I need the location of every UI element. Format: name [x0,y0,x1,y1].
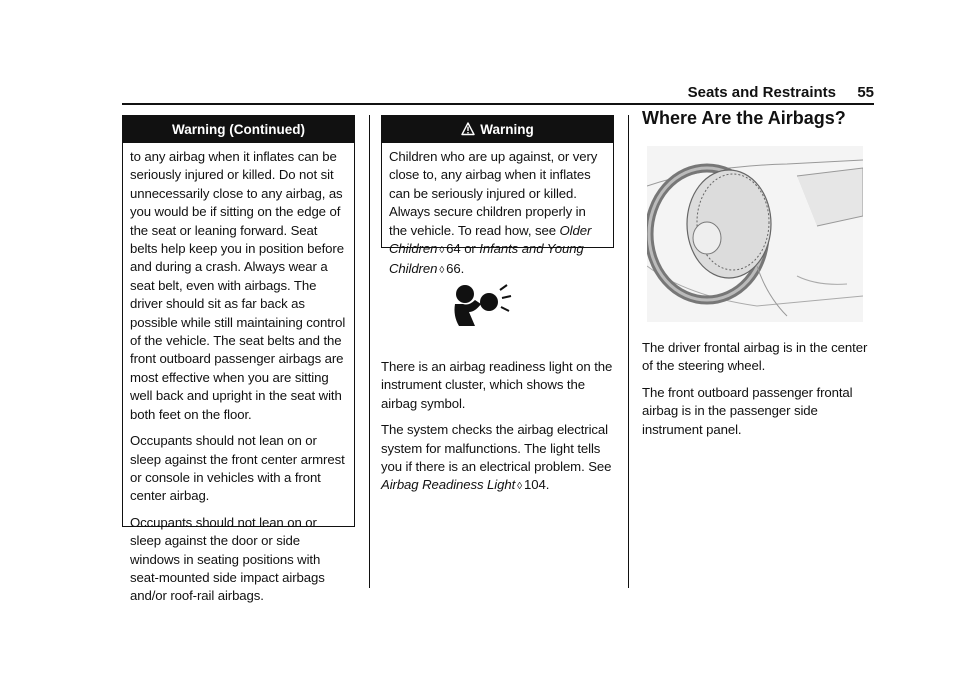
page-ref-arrow-icon: ◊ [439,245,445,257]
page-number: 55 [857,84,874,101]
warning-continued-paragraph-2: Occupants should not lean on or sleep against the front center armrest or console in vehicles with a front center airbag. [130,433,345,504]
warning-continued-title: Warning (Continued) [123,116,354,143]
text-period: . [545,477,550,493]
warning-children-title: Warning [480,122,534,137]
steering-wheel-airbag-illustration [647,146,863,322]
link-airbag-readiness-light[interactable]: Airbag Readiness Light [381,477,516,493]
text-or: or [460,241,480,257]
readiness-paragraph-2-main: The system checks the airbag electrical system for malfunctions. The light tells you if there is an electrical problem. See [381,422,612,475]
passenger-airbag-paragraph: The front outboard passenger frontal airbag is in the passenger side instrument panel. [642,384,853,437]
link-older-children[interactable]: Older Children [389,222,592,257]
column-divider-1 [369,115,370,588]
warning-children-text [389,148,606,281]
warning-children-box [381,115,614,277]
page-ref-arrow-icon: ◊ [439,265,445,277]
page-ref-arrow-icon: ◊ [517,481,523,493]
column-divider-2 [628,115,629,588]
airbag-location-text [642,339,874,447]
page-header-title: Seats and Restraints [687,84,836,101]
page-ref-66[interactable]: 66 [446,261,461,277]
readiness-paragraph-2 [381,421,617,497]
readiness-paragraph-1: There is an airbag readiness light on the instrument cluster, which shows the airbag symbol. [381,359,613,411]
readiness-text-block [381,358,617,505]
text-period: . [460,261,465,277]
link-infants-young-children[interactable]: Infants and Young Children [389,241,584,277]
page-ref-104[interactable]: 104 [524,477,546,493]
header-rule [122,103,874,105]
warning-triangle-icon [461,118,475,146]
warning-continued-paragraph-3: Occupants should not lean on or sleep against the door or side windows in seating positions with seat-mounted side impact airbags and/or roof-rail airbags. [130,514,325,604]
driver-airbag-paragraph: The driver frontal airbag is in the center of the steering wheel. [642,340,868,374]
warning-children-header [382,116,613,143]
warning-continued-box [122,115,355,604]
page-ref-64[interactable]: 64 [446,241,461,257]
warning-children-text-main: Children who are up against, or very close to, any airbag when it inflates can be seriously injured or killed. Always secure children properly in the vehicle. To read how, see [389,149,598,238]
airbag-readiness-symbol-icon [445,282,533,330]
warning-continued-paragraph-1: to any airbag when it inflates can be seriously injured or killed. Do not sit unnecessarily close to any airbag, as you would be if sitting on the edge of the seat or leaning forward. Seat belts help keep you in position before and during a crash. Always wear a seat belt, even with airbags. The driver should sit as far back as possible while still maintaining control of the vehicle. The seat belts and the front outboard passenger airbags are most effective when you are sitting well back and upright in the seat with both feet on the floor. [130,149,346,422]
section-title-where-airbags: Where Are the Airbags? [642,108,846,128]
